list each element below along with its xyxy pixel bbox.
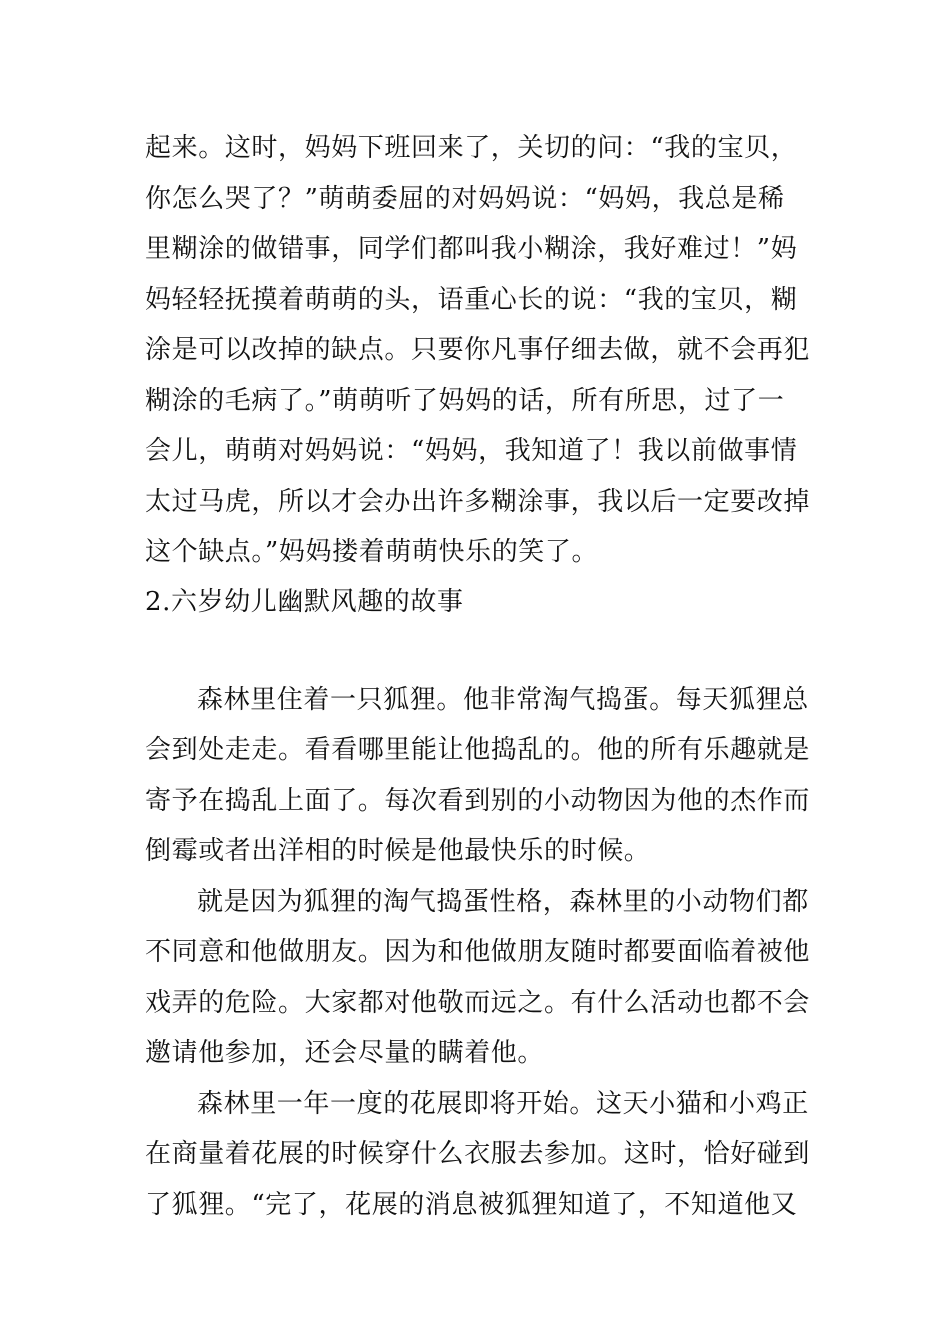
text-line: 会到处走走。看看哪里能让他捣乱的。他的所有乐趣就是 [145,735,811,765]
text-line: 这个缺点。”妈妈搂着萌萌快乐的笑了。 [145,537,599,567]
section-heading: 2.六岁幼儿幽默风趣的故事 [145,587,464,617]
text-line: 在商量着花展的时候穿什么衣服去参加。这时，恰好碰到 [145,1139,811,1169]
text-line: 会儿，萌萌对妈妈说：“妈妈，我知道了！我以前做事情 [145,436,798,466]
paragraph-start-line: 就是因为狐狸的淘气捣蛋性格，森林里的小动物们都 [197,887,809,917]
paragraph-start-line: 森林里住着一只狐狸。他非常淘气捣蛋。每天狐狸总 [197,685,809,715]
text-line: 戏弄的危险。大家都对他敬而远之。有什么活动也都不会 [145,988,811,1018]
text-line: 倒霉或者出洋相的时候是他最快乐的时候。 [145,836,651,866]
text-line: 了狐狸。“完了，花展的消息被狐狸知道了，不知道他又 [145,1190,798,1220]
text-line: 邀请他参加，还会尽量的瞒着他。 [145,1038,545,1068]
text-line: 寄予在捣乱上面了。每次看到别的小动物因为他的杰作而 [145,786,811,816]
text-line: 你怎么哭了？”萌萌委屈的对妈妈说：“妈妈，我总是稀 [145,184,785,214]
text-line: 里糊涂的做错事，同学们都叫我小糊涂，我好难过！”妈 [145,234,798,264]
text-line: 妈轻轻抚摸着萌萌的头，语重心长的说：“我的宝贝，糊 [145,285,798,315]
text-line: 不同意和他做朋友。因为和他做朋友随时都要面临着被他 [145,937,811,967]
text-line: 糊涂的毛病了。”萌萌听了妈妈的话，所有所思，过了一 [145,386,785,416]
text-line: 太过马虎，所以才会办出许多糊涂事，我以后一定要改掉 [145,487,811,517]
text-line: 涂是可以改掉的缺点。只要你凡事仔细去做，就不会再犯 [145,335,811,365]
paragraph-start-line: 森林里一年一度的花展即将开始。这天小猫和小鸡正 [197,1089,809,1119]
text-line: 起来。这时，妈妈下班回来了，关切的问：“我的宝贝， [145,133,798,163]
